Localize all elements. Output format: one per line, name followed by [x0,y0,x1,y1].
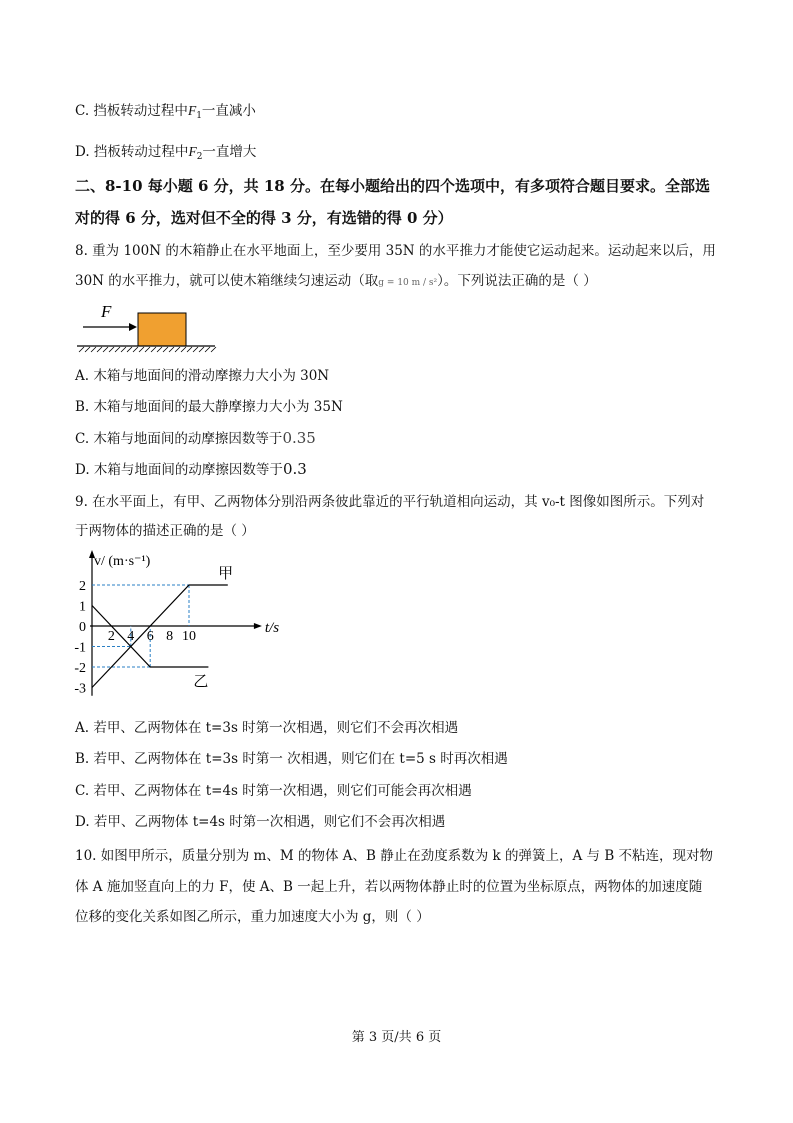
hatch-mark [157,347,162,352]
section2-header-line1: 二、8-10 每小题 6 分，共 18 分。在每小题给出的四个选项中，有多项符合题目要求。全部选 [75,177,710,195]
hatch-mark [103,347,108,352]
y-axis-label: v/ (m·s⁻¹) [94,554,151,569]
hatch-mark [91,347,96,352]
hatch-mark [163,347,168,352]
q10-stem-line2: 体 A 施加竖直向上的力 F，使 A、B 一起上升，若以两物体静止时的位置为坐标原点，两物体的加速度随 [75,879,703,895]
hatch-mark [211,347,216,352]
q8-box-figure [75,300,220,355]
q9-option-d: D. 若甲、乙两物体 t=4s 时第一次相遇，则它们不会再次相遇 [75,814,446,830]
ground-hatch [79,347,216,352]
x-tick-label: 10 [182,629,196,644]
wooden-box [138,313,186,346]
x-axis-arrow [254,623,262,629]
hatch-mark [205,347,210,352]
hatch-mark [127,347,132,352]
q8-option-a: A. 木箱与地面间的滑动摩擦力大小为 30N [75,368,330,384]
y-tick-label: 1 [79,599,86,615]
q9-vt-chart [70,545,310,710]
x-axis-label: t/s [264,620,280,636]
x-tick-label: 4 [127,629,135,644]
q9-stem-line1: 9. 在水平面上，有甲、乙两物体分别沿两条彼此靠近的平行轨道相向运动，其 v₀-t 图像如图所示。下列对 [75,494,705,510]
q7-option-c: C. 挡板转动过程中$F_1$一直减小 [75,103,256,121]
y-tick-label: -1 [74,640,86,656]
series-label-yi: 乙 [193,674,209,690]
q10-stem-line3: 位移的变化关系如图乙所示，重力加速度大小为 g，则（ ） [75,909,430,925]
q8-option-b: B. 木箱与地面间的最大静摩擦力大小为 35N [75,399,343,415]
q8-option-d: D. 木箱与地面间的动摩擦因数等于0.3 [75,460,307,478]
y-tick-label: 2 [79,579,86,594]
q8-option-c: C. 木箱与地面间的动摩擦因数等于0.35 [75,429,316,447]
hatch-mark [133,347,138,352]
q7-option-d: D. 挡板转动过程中$F_2$一直增大 [75,144,257,162]
x-tick-label: 8 [166,629,174,644]
y-tick-label: 0 [79,620,86,635]
series-label-jia: 甲 [218,566,234,582]
x-tick-label: 6 [146,629,154,644]
hatch-mark [181,347,186,352]
hatch-mark [115,347,120,352]
q9-option-c: C. 若甲、乙两物体在 t=4s 时第一次相遇，则它们可能会再次相遇 [75,783,472,799]
hatch-mark [193,347,198,352]
hatch-mark [175,347,180,352]
hatch-mark [187,347,192,352]
hatch-mark [199,347,204,352]
y-tick-label: -2 [74,661,86,676]
y-tick-label: -3 [74,681,86,697]
force-label: F [101,302,112,321]
hatch-mark [121,347,126,352]
hatch-mark [169,347,174,352]
hatch-mark [151,347,156,352]
q9-option-b: B. 若甲、乙两物体在 t=3s 时第一 次相遇，则它们在 t=5 s 时再次相遇 [75,751,508,767]
q9-option-a: A. 若甲、乙两物体在 t=3s 时第一次相遇，则它们不会再次相遇 [75,720,459,736]
section2-header-line2: 对的得 6 分，选对但不全的得 3 分，有选错的得 0 分） [75,209,453,227]
hatch-mark [79,347,84,352]
q8-stem-line1: 8. 重为 100N 的木箱静止在水平地面上，至少要用 35N 的水平推力才能使它运动起来。运动起来以后，用 [75,243,716,259]
force-arrowhead [129,323,137,331]
hatch-mark [109,347,114,352]
q9-stem-line2: 于两物体的描述正确的是（ ） [75,523,255,539]
x-tick-label: 2 [107,629,115,644]
hatch-mark [85,347,90,352]
page-footer: 第 3 页/共 6 页 [351,1030,442,1045]
hatch-mark [145,347,150,352]
hatch-mark [139,347,144,352]
q10-stem-line1: 10. 如图甲所示，质量分别为 m、M 的物体 A、B 静止在劲度系数为 k 的弹簧上，A 与 B 不粘连，现对物 [75,848,714,864]
q8-stem-line2: 30N 的水平推力，就可以使木箱继续匀速运动（取g = 10 m / s²）。下列说法正确的是（ ） [75,273,597,289]
hatch-mark [97,347,102,352]
